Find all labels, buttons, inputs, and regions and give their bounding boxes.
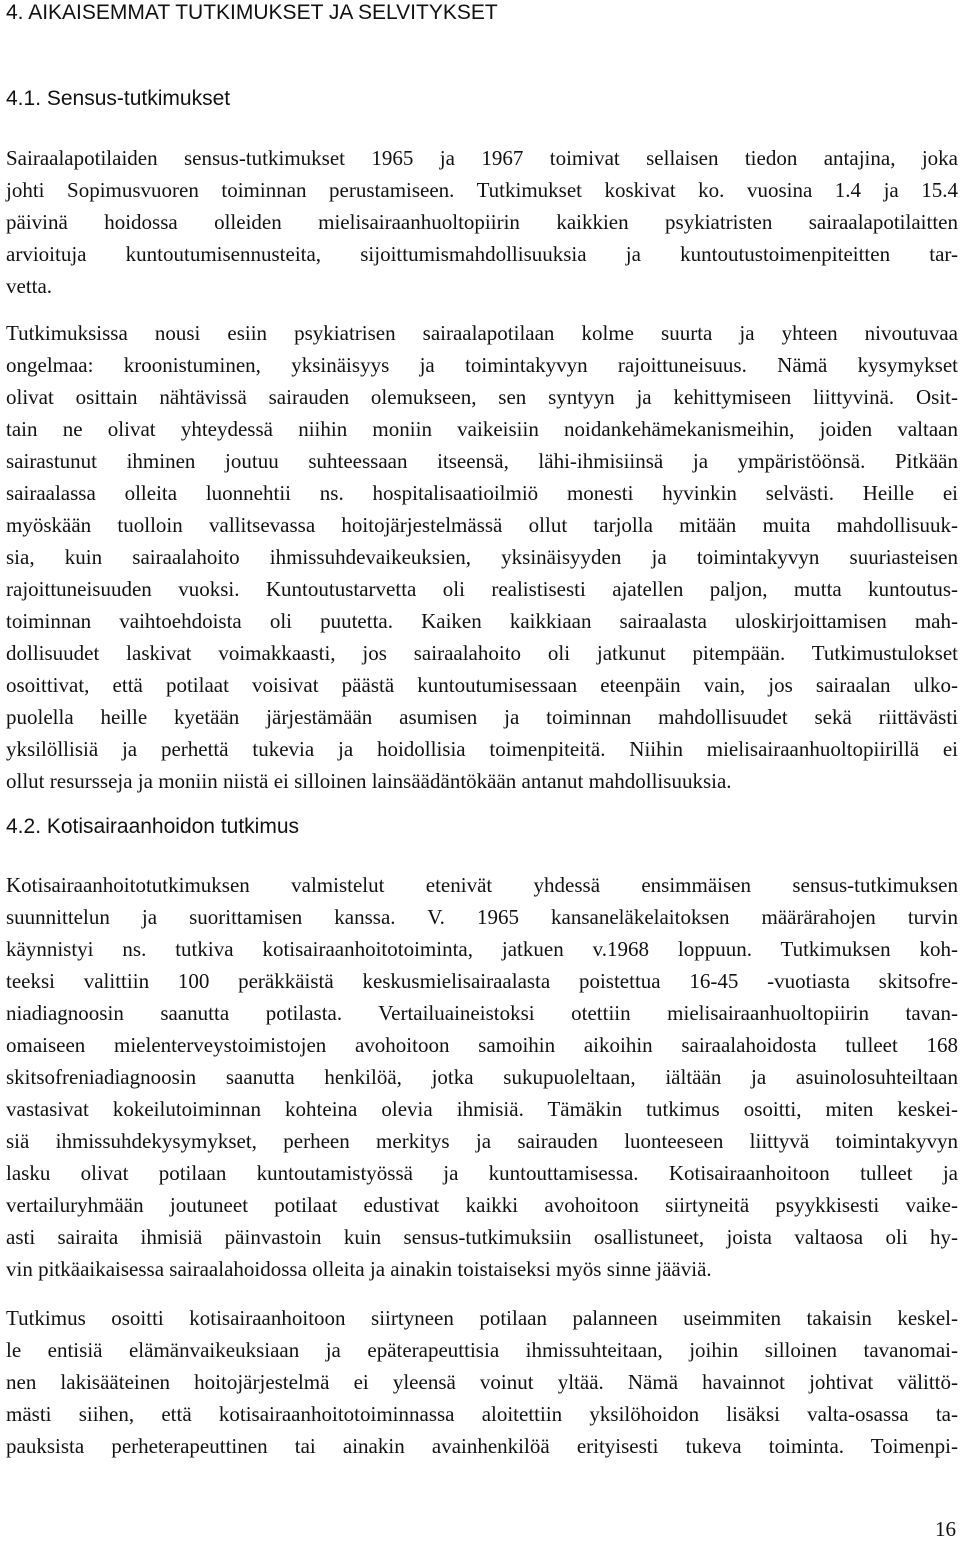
text-line: vin pitkäaikaisessa sairaalahoidossa olleita ja ainakin toistaiseksi myös sinne jääviä.: [6, 1257, 712, 1281]
text-line: osoittivat, että potilaat voisivat päästä kuntoutumisessaan eteenpäin vain, jos sairaalan ulko-: [6, 673, 958, 697]
text-line: niadiagnoosin saanutta potilasta. Vertailuaineistoksi otettiin mielisairaanhuoltopiirin tavan-: [6, 1001, 958, 1025]
text-line: teeksi valittiin 100 peräkkäistä keskusmielisairaalasta poistettua 16-45 -vuotiasta skitsofre-: [6, 969, 958, 993]
text-line: johti Sopimusvuoren toiminnan perustamiseen. Tutkimukset koskivat ko. vuosina 1.4 ja 15.4: [6, 178, 958, 202]
text-line: rajoittuneisuuden vuoksi. Kuntoutustarvetta oli realistisesti ajatellen paljon, mutta kuntoutus-: [6, 577, 958, 601]
section-heading-kotisairaanhoito: 4.2. Kotisairaanhoidon tutkimus: [6, 815, 300, 838]
chapter-heading: 4. AIKAISEMMAT TUTKIMUKSET JA SELVITYKSET: [6, 1, 498, 24]
section-heading-sensus: 4.1. Sensus-tutkimukset: [6, 87, 231, 110]
text-line: nen lakisääteinen hoitojärjestelmä ei yleensä voinut yltää. Nämä havainnot johtivat välittö-: [6, 1370, 958, 1394]
text-line: dollisuudet laskivat voimakkaasti, jos sairaalahoito oli jatkunut pitempään. Tutkimustulokset: [6, 641, 958, 665]
paragraph-sensus-intro: [6, 142, 958, 302]
text-line: Kotisairaanhoitotutkimuksen valmistelut etenivät yhdessä ensimmäisen sensus-tutkimuksen: [6, 873, 958, 897]
text-line: Sairaalapotilaiden sensus-tutkimukset 1965 ja 1967 toimivat sellaisen tiedon antajina, joka: [6, 146, 958, 170]
text-line: ollut resursseja ja moniin niistä ei silloinen lainsäädäntökään antanut mahdollisuuksia.: [6, 769, 732, 793]
text-line: päivinä hoidossa olleiden mielisairaanhuoltopiirin kaikkien psykiatristen sairaalapotilaitten: [6, 210, 958, 234]
text-line: omaiseen mielenterveystoimistojen avohoitoon samoihin aikoihin sairaalahoidosta tulleet 168: [6, 1033, 958, 1057]
text-line: asti sairaita ihmisiä päinvastoin kuin sensus-tutkimuksiin osallistuneet, joista valtaosa oli hy-: [6, 1225, 958, 1249]
text-line: arvioituja kuntoutumisennusteita, sijoittumismahdollisuuksia ja kuntoutustoimenpiteitten tar-: [6, 242, 958, 266]
text-line: myöskään tuolloin vallitsevassa hoitojärjestelmässä ollut tarjolla mitään muita mahdollisuuk-: [6, 513, 958, 537]
text-line: Tutkimus osoitti kotisairaanhoitoon siirtyneen potilaan palanneen useimmiten takaisin keskel-: [6, 1306, 958, 1330]
text-line: vastasivat kokeilutoiminnan kohteina olevia ihmisiä. Tämäkin tutkimus osoitti, miten keskei-: [6, 1097, 958, 1121]
paragraph-kotisairaanhoito-results: [6, 1302, 958, 1462]
text-line: suunnittelun ja suorittamisen kanssa. V. 1965 kansaneläkelaitoksen määrärahojen turvin: [6, 905, 958, 929]
text-line: vertailuryhmään joutuneet potilaat edustivat kaikki avohoitoon siirtyneitä psyykkisesti vaike-: [6, 1193, 958, 1217]
text-line: vetta.: [6, 274, 53, 298]
text-line: sairastunut ihminen joutuu suhteessaan itseensä, lähi-ihmisiinsä ja ympäristöönsä. Pitkään: [6, 449, 958, 473]
text-line: mästi siihen, että kotisairaanhoitotoiminnassa aloitettiin yksilöhoidon lisäksi valta-osassa ta-: [6, 1402, 958, 1426]
text-line: Tutkimuksissa nousi esiin psykiatrisen sairaalapotilaan kolme suurta ja yhteen nivoutuvaa: [6, 321, 958, 345]
text-line: pauksista perheterapeuttinen tai ainakin avainhenkilöä erityisesti tukeva toiminta. Toimenpi-: [6, 1434, 958, 1458]
text-line: sairaalassa olleita luonnehtii ns. hospitalisaatioilmiö monesti hyvinkin selvästi. Heille ei: [6, 481, 958, 505]
text-line: le entisiä elämänvaikeuksiaan ja epäterapeuttisia ihmissuhteitaan, joihin silloinen tavanomai-: [6, 1338, 958, 1362]
text-line: toiminnan vaihtoehdoista oli puutetta. Kaiken kaikkiaan sairaalasta uloskirjoittamisen mah-: [6, 609, 958, 633]
text-line: tain ne olivat yhteydessä niihin moniin vaikeisiin noidankehämekanismeihin, joiden valtaan: [6, 417, 958, 441]
text-line: ongelmaa: kroonistuminen, yksinäisyys ja toimintakyvyn rajoittuneisuus. Nämä kysymykset: [6, 353, 958, 377]
paragraph-sensus-findings: [6, 317, 958, 797]
paragraph-kotisairaanhoito-study: [6, 869, 958, 1285]
text-line: siä ihmissuhdekysymykset, perheen merkitys ja sairauden luonteeseen liittyvä toimintakyvyn: [6, 1129, 958, 1153]
text-line: yksilöllisiä ja perhettä tukevia ja hoidollisia toimenpiteitä. Niihin mielisairaanhuoltopiirillä ei: [6, 737, 958, 761]
text-line: sia, kuin sairaalahoito ihmissuhdevaikeuksien, yksinäisyyden ja toimintakyvyn suuriasteisen: [6, 545, 958, 569]
text-line: skitsofreniadiagnoosin saanutta henkilöä, jotka sukupuoleltaan, iältään ja asuinolosuhteiltaan: [6, 1065, 958, 1089]
page-number: 16: [935, 1517, 956, 1541]
text-line: olivat osittain nähtävissä sairauden olemukseen, sen syntyyn ja kehittymiseen liittyvinä. Osit-: [6, 385, 958, 409]
text-line: käynnistyi ns. tutkiva kotisairaanhoitotoiminta, jatkuen v.1968 loppuun. Tutkimuksen koh-: [6, 937, 958, 961]
text-line: puolella heille kyetään järjestämään asumisen ja toiminnan mahdollisuudet sekä riittävästi: [6, 705, 958, 729]
text-line: lasku olivat potilaan kuntoutamistyössä ja kuntouttamisessa. Kotisairaanhoitoon tulleet ja: [6, 1161, 958, 1185]
